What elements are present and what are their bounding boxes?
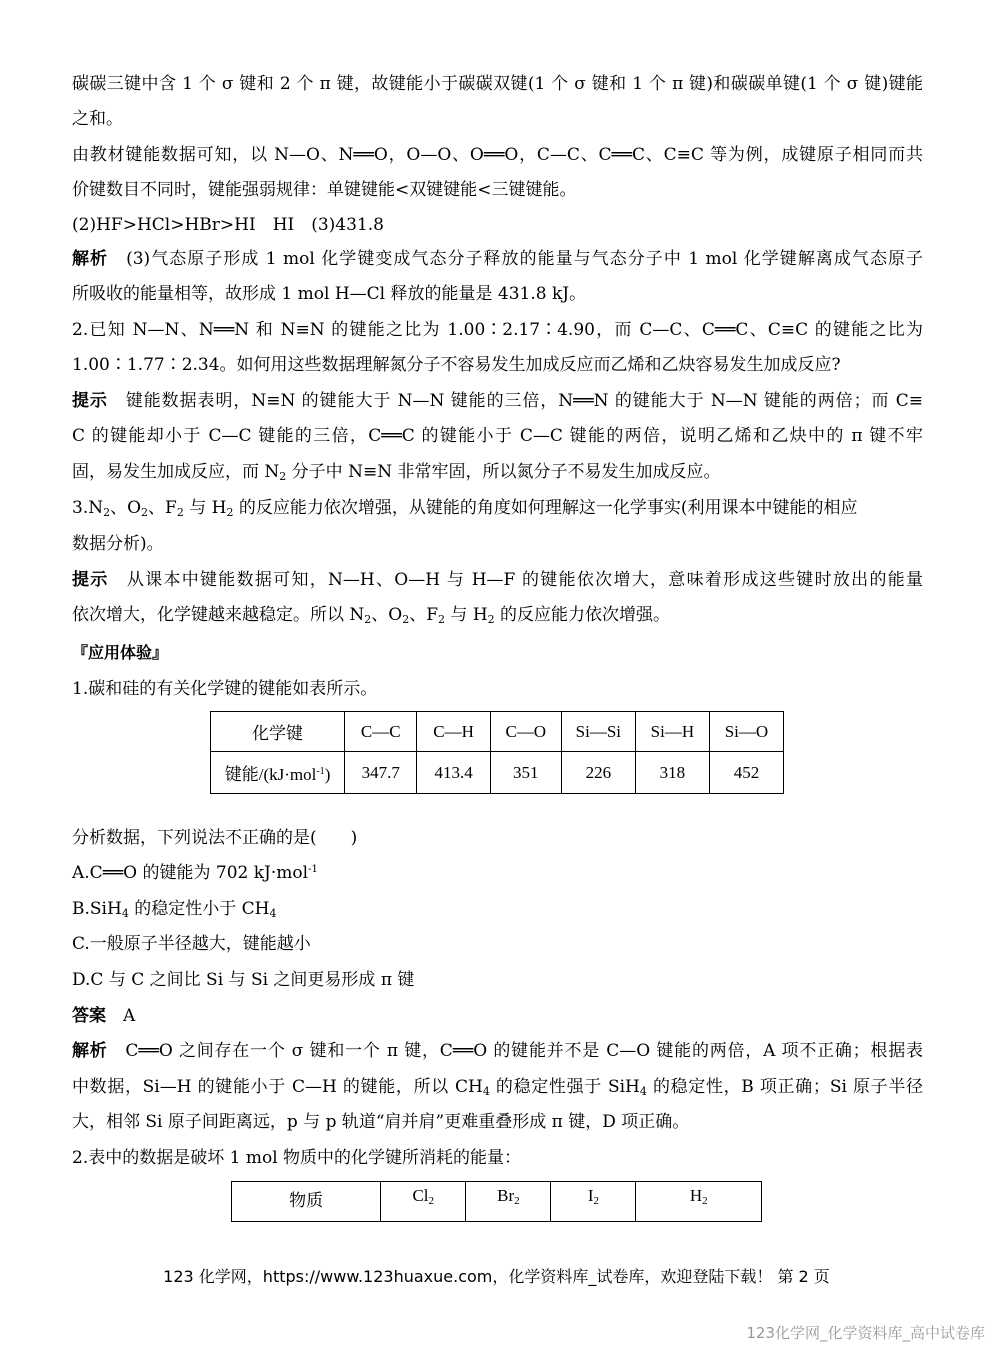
answer-line <box>72 1004 923 1028</box>
table-header-cell: $Cl_2$ <box>381 1182 466 1222</box>
analysis-line <box>72 1075 923 1099</box>
table-cell: 318 <box>635 752 709 794</box>
subscript: 4 <box>269 907 277 920</box>
subscript: 4 <box>639 1085 647 1098</box>
analysis-line <box>72 247 923 271</box>
page-footer: 123 化学网，https://www.123huaxue.com，化学资料库_试卷库，欢迎登陆下载！ 第 2 页 <box>163 1267 830 1286</box>
question-line: 2.表中的数据是破坏 1 mol 物质中的化学键所消耗的能量： <box>72 1148 522 1168</box>
analysis-label: 解析 <box>72 1041 108 1061</box>
answer-line: (2)HF>HCl>HBr>HI HI (3)431.8 <box>72 215 384 235</box>
tip-line <box>72 603 923 627</box>
subscript: 2 <box>103 506 111 519</box>
subscript: 2 <box>438 613 446 626</box>
option-a <box>72 861 923 885</box>
table-header-cell: C—H <box>417 712 490 752</box>
analysis-text: C══O 之间存在一个 σ 键和一个 π 键，C══O 的键能并不是 C—O 键能的两倍，A 项不正确；根据表 <box>125 1041 923 1061</box>
subscript: 2 <box>176 506 184 519</box>
table-header-cell: C—O <box>490 712 561 752</box>
text: 固，易发生加成反应，而 N <box>72 462 280 482</box>
tip-line <box>72 389 923 413</box>
table-header-cell: $H_2$ <box>636 1182 762 1222</box>
table-header-cell: 物质 <box>232 1182 381 1222</box>
text: B.SiH <box>72 899 122 919</box>
subscript: 2 <box>226 506 234 519</box>
text: 、O <box>110 498 142 518</box>
analysis-line: 大，相邻 Si 原子间距离远，p 与 p 轨道“肩并肩”更难重叠形成 π 键，D 项正确。 <box>72 1112 690 1132</box>
table-row-label: 键能/(kJ·mol$^{-1}$) <box>211 752 345 794</box>
table-header-cell: Si—H <box>635 712 709 752</box>
superscript: -1 <box>308 864 318 875</box>
subscript: 2 <box>279 470 287 483</box>
subscript: 2 <box>487 613 495 626</box>
table-cell: 351 <box>490 752 561 794</box>
text: 的稳定性小于 CH <box>128 899 270 919</box>
table-header-row <box>232 1182 762 1222</box>
subscript: 4 <box>482 1085 490 1098</box>
question-line: 数据分析)。 <box>72 534 164 554</box>
subscript: 2 <box>364 613 372 626</box>
tip-line <box>72 460 923 484</box>
text-line: 价键数目不同时，键能强弱规律：单键键能<双键键能<三键键能。 <box>72 180 577 200</box>
table-row <box>211 752 784 794</box>
text: 的反应能力依次增强。 <box>494 605 671 625</box>
text: 分子中 N≡N 非常牢固，所以氮分子不易发生加成反应。 <box>286 462 721 482</box>
text: 的稳定性强于 SiH <box>489 1077 640 1097</box>
text: 3.N <box>72 498 104 518</box>
substance-table <box>231 1181 762 1222</box>
answer-value: A <box>123 1006 136 1026</box>
text: 中数据，Si—H 的键能小于 C—H 的键能，所以 CH <box>72 1077 483 1097</box>
tip-text: 从课本中键能数据可知，N—H、O—H 与 H—F 的键能依次增大，意味着形成这些键时放出的能量 <box>126 570 924 590</box>
option-c: C.一般原子半径越大，键能越小 <box>72 934 311 954</box>
tip-text: 键能数据表明，N≡N 的键能大于 N—N 键能的三倍，N══N 的键能大于 N—N 键能的两倍；而 C≡ <box>125 391 924 411</box>
table-header-cell: C—C <box>345 712 417 752</box>
table-header-row <box>211 712 784 752</box>
analysis-label: 解析 <box>72 249 109 269</box>
text-line: 碳碳三键中含 1 个 σ 键和 2 个 π 键，故键能小于碳碳双键(1 个 σ 键和 1 个 π 键)和碳碳单键(1 个 σ 键)键能 <box>72 74 923 94</box>
analysis-text: (3)气态原子形成 1 mol 化学键变成气态分子释放的能量与气态分子中 1 mol 化学键解离成气态原子 <box>126 249 924 269</box>
watermark: 123化学网_化学资料库_高中试卷库 <box>746 1324 985 1342</box>
analysis-line <box>72 1039 923 1063</box>
table-header-cell: Si—O <box>709 712 783 752</box>
option-d: D.C 与 C 之间比 Si 与 Si 之间更易形成 π 键 <box>72 970 415 990</box>
text: 、O <box>371 605 403 625</box>
text: 的稳定性，B 项正确；Si 原子半径 <box>646 1077 923 1097</box>
question-line: 2.已知 N—N、N══N 和 N≡N 的键能之比为 1.00∶2.17∶4.90，而 C—C、C══C、C≡C 的键能之比为 <box>72 320 923 340</box>
text-line: 由教材键能数据可知，以 N—O、N══O，O—O、O══O，C—C、C══C、C≡C 等为例，成键原子相同而共 <box>72 145 923 165</box>
subscript: 4 <box>121 907 129 920</box>
tip-line: C 的键能却小于 C—C 键能的三倍，C══C 的键能小于 C—C 键能的两倍，说明乙烯和乙炔中的 π 键不牢 <box>72 426 923 446</box>
question-line: 分析数据，下列说法不正确的是( ) <box>72 828 358 848</box>
text: 依次增大，化学键越来越稳定。所以 N <box>72 605 365 625</box>
text: 与 H <box>445 605 488 625</box>
text-line: 之和。 <box>72 109 123 129</box>
question-line <box>72 496 923 520</box>
table-cell: 413.4 <box>417 752 490 794</box>
bond-energy-table <box>210 711 784 794</box>
tip-label: 提示 <box>72 391 108 411</box>
answer-label: 答案 <box>72 1006 106 1026</box>
text: A.C══O 的键能为 702 kJ·mol <box>72 863 309 883</box>
text: 、F <box>409 605 439 625</box>
table-header-cell: $Br_2$ <box>466 1182 551 1222</box>
analysis-line: 所吸收的能量相等，故形成 1 mol H—Cl 释放的能量是 431.8 kJ。 <box>72 284 587 304</box>
table-cell: 452 <box>709 752 783 794</box>
table-header-cell: 化学键 <box>211 712 345 752</box>
table-cell: 347.7 <box>345 752 417 794</box>
text: 与 H <box>183 498 227 518</box>
question-line: 1.碳和硅的有关化学键的键能如表所示。 <box>72 679 378 699</box>
table-header-cell: $I_2$ <box>551 1182 636 1222</box>
table-header-cell: Si—Si <box>561 712 635 752</box>
subscript: 2 <box>402 613 410 626</box>
tip-line <box>72 568 923 592</box>
text: 的反应能力依次增强，从键能的角度如何理解这一化学事实(利用课本中键能的相应 <box>233 498 858 518</box>
text: 、F <box>148 498 177 518</box>
question-line: 1.00∶1.77∶2.34。如何用这些数据理解氮分子不容易发生加成反应而乙烯和乙炔容易发生加成反应? <box>72 355 841 375</box>
table-cell: 226 <box>561 752 635 794</box>
option-b <box>72 897 923 921</box>
tip-label: 提示 <box>72 570 109 590</box>
section-heading: 『应用体验』 <box>72 643 169 662</box>
subscript: 2 <box>141 506 149 519</box>
